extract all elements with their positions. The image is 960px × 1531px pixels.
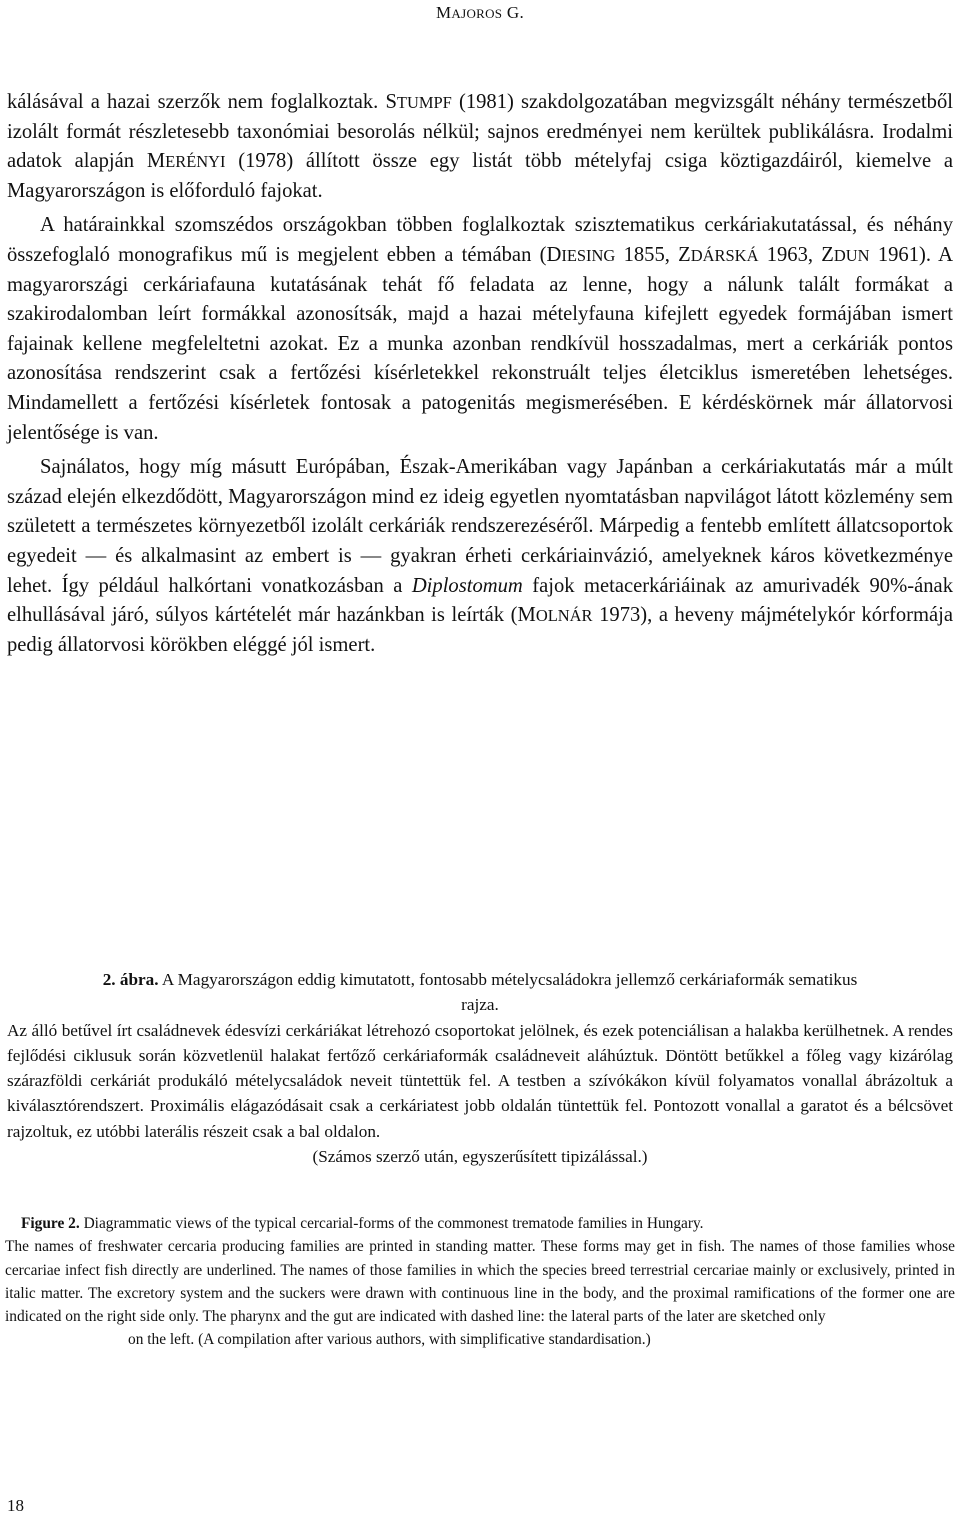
text-run: kálásával a hazai szerzők nem foglalkoztak. S [7,91,397,113]
caption-en-last-line: on the left. (A compilation after various authors, with simplificative standardisation.) [128,1331,651,1349]
text-run: A határainkkal szomszédos országokban többen foglalkoztak szisztematikus cerkáriakutatással, és néhány összefoglaló monografikus mű is megjelent ebben a témában (D [7,214,953,266]
header-author-smallcaps: AJOROS [451,6,503,21]
text-run: 1961). A magyarországi cerkáriafauna kutatásának tehát fő feladata az lenne, hogy a nálunk talált formákat a szakirodalomban leírt formákkal azonosítsák, majd a hazai mételyfauna kifejlett egyedek formájában ismert fajainak kellene megfeleltetni azokat. Ez a munka azonban rendkívül hosszadalmas, mert a cerkáriák pontos azonosítása rendszerint csak a fertőzési kísérletekkel rekonstruált teljes életciklus ismeretében lehetséges. Mindamellett a fertőzési kísérletek fontosak a patogenitás megismerésében. E kérdéskörnek már állatorvosi jelentősége is van. [7,243,953,444]
text-run: (1981) szakdolgozatában megvizsgált néhány természetből izolált formát részletesebb taxonómiai besorolás nélkül; sajnos eredményei nem kerültek publikálásra. Irodalmi adatok alapján M [7,91,953,173]
text-run: 1973), a heveny májmételykór kórformája pedig állatorvosi körökben eléggé jól ismert. [7,604,953,656]
caption-hu-title [7,967,953,1018]
text-run: Sajnálatos, hogy míg másutt Európában, Észak-Amerikában vagy Japánban a cerkáriakutatás már a múlt század elején elkezdődött, Magyarországon mind ez ideig egyetlen nyomtatásban napvilágot látott közlemény sem született a természetes környezetből izolált cerkáriák rendszerezéséről. Márpedig a fentebb említett állatcsoportok egyedeit — és alkalmasint az embert is — gyakran érheti cerkáriainvázió, amelyeknek káros következménye lehet. Így például halkórtani vonatkozásban a [7,456,953,597]
header-author-initial: M [435,3,452,22]
paragraph-3 [7,453,953,660]
caption-body-text: Az álló betűvel írt családnevek édesvízi cerkáriákat létrehozó csoportokat jelölnek, és ezek potenciálisan a halakba kerülhetnek. A rendes fejlődési ciklusuk során közvetlenül halakat fertőző cerkáriaformák családneveit aláhúztuk. Döntött betűkkel a főleg vagy kizárólag szárazföldi cerkáriát produkáló mételycsaládok neveit tüntettük fel. A testben a szívókákon kívül folyamatos vonallal ábrázoltuk a kiválasztórendszert. Proximális elágazódásait csak a cerkáriatest jobb oldalán tüntettük fel. Pontozott vonallal a garatot és a bélcsövet rajzoltuk, ez utóbbi laterális részeit csak a bal oldalon. [7,1020,953,1141]
caption-hu-last-line: (Számos szerző után, egyszerűsített tipizálással.) [312,1147,648,1167]
caption-title-text: A Magyarországon eddig kimutatott, fontosabb mételycsaládokra jellemző cerkáriaformák sematikus rajza. [158,970,858,1015]
header-author-rest: G. [502,3,525,22]
caption-en-body: The names of freshwater cercaria producing families are printed in standing matter. These forms may get in fish. The names of those families whose cercariae infect fish directly are underlined. The names of those families in which the species breed terrestrial cercariae mainly or exclusively, printed in italic matter. The excretory system and the suckers were drawn with continuous line in the body, and the proximal ramifications of the former one are indicated on the right side only. The pharynx and the gut are indicated with dashed line: the lateral parts of the later are sketched only [5,1238,955,1326]
author-smallcaps: TUMPF [396,93,452,112]
figure-label: Figure 2. [21,1215,80,1232]
page-number: 18 [7,1496,24,1515]
paragraph-1 [7,88,953,206]
text-run: (1978) állított össze egy listát több mételyfaj csiga köztigazdáiról, kiemelve a Magyarországon is előforduló fajokat. [7,150,953,202]
paragraph-2 [7,211,953,448]
figure-caption-english [5,1212,955,1352]
running-header [0,3,960,23]
figure-label: 2. ábra. [102,970,159,989]
author-smallcaps: DÁRSKÁ [690,245,759,265]
text-run: 1963, Z [758,243,834,266]
author-smallcaps: OLNÁR [535,606,593,626]
caption-title-text: Diagrammatic views of the typical cercarial-forms of the commonest trematode families in Hungary. [79,1215,704,1232]
text-run: 1855, Z [615,243,691,266]
author-smallcaps: DUN [833,245,870,265]
caption-en-title [5,1212,955,1235]
author-smallcaps: ERÉNYI [165,152,226,172]
main-text [7,88,953,660]
author-smallcaps: IESING [561,245,616,265]
caption-hu-body [7,1018,953,1144]
figure-caption-hungarian [7,967,953,1169]
genus-name-italic: Diplostomum [411,574,523,597]
text-run: fajok metacerkáriáinak az amurivadék 90%-ának elhullásával járó, súlyos kártételét már hazánkban is leírták (M [7,574,953,627]
